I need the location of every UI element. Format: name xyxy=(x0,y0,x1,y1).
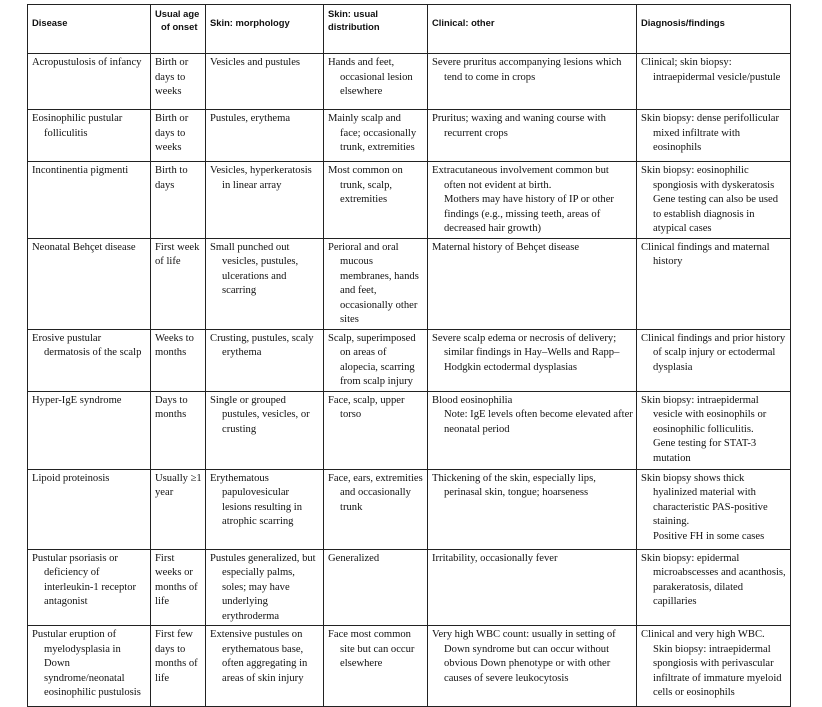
distribution-value: Generalized xyxy=(328,552,380,564)
clinical-cell xyxy=(428,391,637,469)
morphology-cell xyxy=(206,626,324,707)
diagnosis-cell xyxy=(637,549,791,626)
onset-cell xyxy=(151,626,206,707)
distribution-cell xyxy=(324,469,428,549)
morphology-value: Pustules, erythema xyxy=(210,113,291,124)
header-morphology: Skin: morphology xyxy=(206,5,324,54)
header-disease: Disease xyxy=(28,5,151,54)
distribution-value: Face most common site but can occur elsewhere xyxy=(328,629,415,669)
onset-value: Birth to days xyxy=(155,165,188,191)
onset-value: Birth or days to weeks xyxy=(155,113,189,153)
onset-cell xyxy=(151,391,206,469)
morphology-value: Pustules generalized, but especially palms, soles; may have underlying erythroderma xyxy=(210,552,316,622)
header-onset-line1: Usual age xyxy=(155,8,200,19)
disease-cell xyxy=(28,238,151,329)
morphology-value: Single or grouped pustules, vesicles, or crusting xyxy=(210,394,310,435)
onset-value: Usually ≥1 year xyxy=(155,472,202,498)
morphology-value: Extensive pustules on erythematous base, often aggregating in areas of skin injury xyxy=(210,629,308,684)
onset-cell xyxy=(151,469,206,549)
diagnosis-value: Skin biopsy: epidermal microabscesses and acanthosis, parakeratosis, dilated capillaries xyxy=(641,552,786,607)
diagnosis-value: Clinical and very high WBC. xyxy=(641,629,765,640)
table-row xyxy=(28,238,791,329)
distribution-cell xyxy=(324,549,428,626)
disease-name: Eosinophilic pustular folliculitis xyxy=(32,113,123,139)
distribution-value: Hands and feet, occasional lesion elsewhere xyxy=(328,57,413,97)
clinical-value: Severe scalp edema or necrosis of delivery; similar findings in Hay–Wells and Rapp–Hodgkin ectodermal dysplasias xyxy=(432,332,620,373)
morphology-cell xyxy=(206,549,324,626)
clinical-value: Blood eosinophilia xyxy=(432,394,513,406)
onset-value: First week of life xyxy=(155,241,200,267)
diagnosis-cell xyxy=(637,391,791,469)
table-row xyxy=(28,469,791,549)
diagnosis-cell xyxy=(637,238,791,329)
morphology-value: Vesicles, hyperkeratosis in linear array xyxy=(210,165,312,191)
onset-value: First few days to months of life xyxy=(155,629,198,684)
header-distribution-line2: distribution xyxy=(328,21,380,32)
differential-diagnosis-table xyxy=(27,4,791,707)
distribution-cell xyxy=(324,238,428,329)
clinical-note: Note: IgE levels often become elevated after neonatal period xyxy=(444,409,633,435)
disease-name: Erosive pustular dermatosis of the scalp xyxy=(32,332,142,358)
onset-cell xyxy=(151,162,206,239)
morphology-value: Small punched out vesicles, pustules, ulcerations and scarring xyxy=(210,241,299,296)
distribution-cell xyxy=(324,329,428,391)
morphology-value: Vesicles and pustules xyxy=(210,57,301,68)
onset-value: Birth or days to weeks xyxy=(155,57,189,97)
clinical-cell xyxy=(428,238,637,329)
diagnosis-cell xyxy=(637,110,791,162)
distribution-cell xyxy=(324,54,428,110)
clinical-note: Mothers may have history of IP or other findings (e.g., missing teeth, areas of decreased hair growth) xyxy=(444,194,614,234)
table-row xyxy=(28,391,791,469)
distribution-cell xyxy=(324,110,428,162)
header-diagnosis: Diagnosis/findings xyxy=(637,5,791,54)
onset-value: First weeks or months of life xyxy=(155,552,198,607)
onset-cell xyxy=(151,54,206,110)
diagnosis-value: Clinical findings and prior history of scalp injury or ectodermal dysplasia xyxy=(641,332,786,373)
header-distribution xyxy=(324,5,428,54)
disease-cell xyxy=(28,626,151,707)
table-body xyxy=(28,54,791,707)
clinical-cell xyxy=(428,54,637,110)
diagnosis-note: Gene testing for STAT-3 mutation xyxy=(653,438,757,464)
diagnosis-cell xyxy=(637,626,791,707)
clinical-cell xyxy=(428,549,637,626)
onset-cell xyxy=(151,329,206,391)
diagnosis-cell xyxy=(637,469,791,549)
disease-name: Lipoid proteinosis xyxy=(32,472,110,484)
disease-cell xyxy=(28,329,151,391)
morphology-cell xyxy=(206,54,324,110)
onset-cell xyxy=(151,238,206,329)
disease-cell xyxy=(28,469,151,549)
distribution-value: Mainly scalp and face; occasionally trunk, extremities xyxy=(328,113,417,153)
morphology-cell xyxy=(206,110,324,162)
morphology-value: Erythematous papulovesicular lesions resulting in atrophic scarring xyxy=(210,472,303,527)
clinical-value: Irritability, occasionally fever xyxy=(432,552,558,564)
distribution-value: Face, scalp, upper torso xyxy=(328,394,405,420)
diagnosis-note: Skin biopsy: intraepidermal spongiosis with perivascular infiltrate of immature myeloid cells or eosinophils xyxy=(653,643,782,698)
clinical-cell xyxy=(428,110,637,162)
morphology-cell xyxy=(206,391,324,469)
morphology-cell xyxy=(206,329,324,391)
onset-cell xyxy=(151,549,206,626)
disease-cell xyxy=(28,162,151,239)
clinical-value: Maternal history of Behçet disease xyxy=(432,241,580,253)
diagnosis-value: Skin biopsy: eosinophilic spongiosis with dyskeratosis xyxy=(641,165,775,191)
clinical-value: Extracutaneous involvement common but often not evident at birth. xyxy=(432,165,609,191)
diagnosis-value: Skin biopsy shows thick hyalinized material with characteristic PAS-positive staining. xyxy=(641,472,768,527)
table-row xyxy=(28,110,791,162)
header-row xyxy=(28,5,791,54)
header-onset xyxy=(151,5,206,54)
morphology-cell xyxy=(206,469,324,549)
diagnosis-value: Clinical; skin biopsy: intraepidermal vesicle/pustule xyxy=(641,57,781,83)
diagnosis-note: Positive FH in some cases xyxy=(653,530,765,542)
disease-name: Neonatal Behçet disease xyxy=(32,241,136,253)
distribution-value: Perioral and oral mucous membranes, hands and feet, occasionally other sites xyxy=(328,241,419,325)
header-distribution-line1: Skin: usual xyxy=(328,8,379,19)
disease-cell xyxy=(28,391,151,469)
diagnosis-cell xyxy=(637,329,791,391)
disease-name: Pustular psoriasis or deficiency of interleukin-1 receptor antagonist xyxy=(32,552,137,607)
disease-cell xyxy=(28,549,151,626)
table-row xyxy=(28,626,791,707)
clinical-value: Thickening of the skin, especially lips, perinasal skin, tongue; hoarseness xyxy=(432,472,596,498)
onset-value: Weeks to months xyxy=(155,332,194,358)
disease-name: Acropustulosis of infancy xyxy=(32,57,142,68)
diagnosis-cell xyxy=(637,54,791,110)
disease-name: Incontinentia pigmenti xyxy=(32,165,129,176)
onset-value: Days to months xyxy=(155,394,188,420)
table-row xyxy=(28,162,791,239)
diagnosis-value: Clinical findings and maternal history xyxy=(641,241,770,267)
morphology-cell xyxy=(206,238,324,329)
distribution-value: Most common on trunk, scalp, extremities xyxy=(328,165,403,205)
disease-cell xyxy=(28,54,151,110)
morphology-cell xyxy=(206,162,324,239)
distribution-cell xyxy=(324,626,428,707)
clinical-value: Pruritus; waxing and waning course with recurrent crops xyxy=(432,113,606,139)
clinical-value: Very high WBC count: usually in setting of Down syndrome but can occur without obvious Down phenotype or with other causes of severe leukocytosis xyxy=(432,629,616,684)
disease-name: Hyper-IgE syndrome xyxy=(32,394,122,406)
clinical-cell xyxy=(428,162,637,239)
diagnosis-cell xyxy=(637,162,791,239)
header-clinical: Clinical: other xyxy=(428,5,637,54)
clinical-cell xyxy=(428,626,637,707)
clinical-cell xyxy=(428,329,637,391)
disease-name: Pustular eruption of myelodysplasia in Down syndrome/neonatal eosinophilic pustulosis xyxy=(32,629,141,698)
header-onset-line2: of onset xyxy=(161,21,198,32)
morphology-value: Crusting, pustules, scaly erythema xyxy=(210,332,314,358)
clinical-cell xyxy=(428,469,637,549)
diagnosis-value: Skin biopsy: intraepidermal vesicle with eosinophils or eosinophilic folliculitis. xyxy=(641,394,767,435)
table-row xyxy=(28,549,791,626)
diagnosis-value: Skin biopsy: dense perifollicular mixed infiltrate with eosinophils xyxy=(641,113,779,153)
table-row xyxy=(28,329,791,391)
distribution-value: Scalp, superimposed on areas of alopecia, scarring from scalp injury xyxy=(328,332,416,387)
disease-cell xyxy=(28,110,151,162)
table-row xyxy=(28,54,791,110)
onset-cell xyxy=(151,110,206,162)
distribution-value: Face, ears, extremities and occasionally trunk xyxy=(328,472,423,513)
clinical-value: Severe pruritus accompanying lesions which tend to come in crops xyxy=(432,57,622,83)
distribution-cell xyxy=(324,162,428,239)
diagnosis-note: Gene testing can also be used to establish diagnosis in atypical cases xyxy=(653,194,779,234)
distribution-cell xyxy=(324,391,428,469)
